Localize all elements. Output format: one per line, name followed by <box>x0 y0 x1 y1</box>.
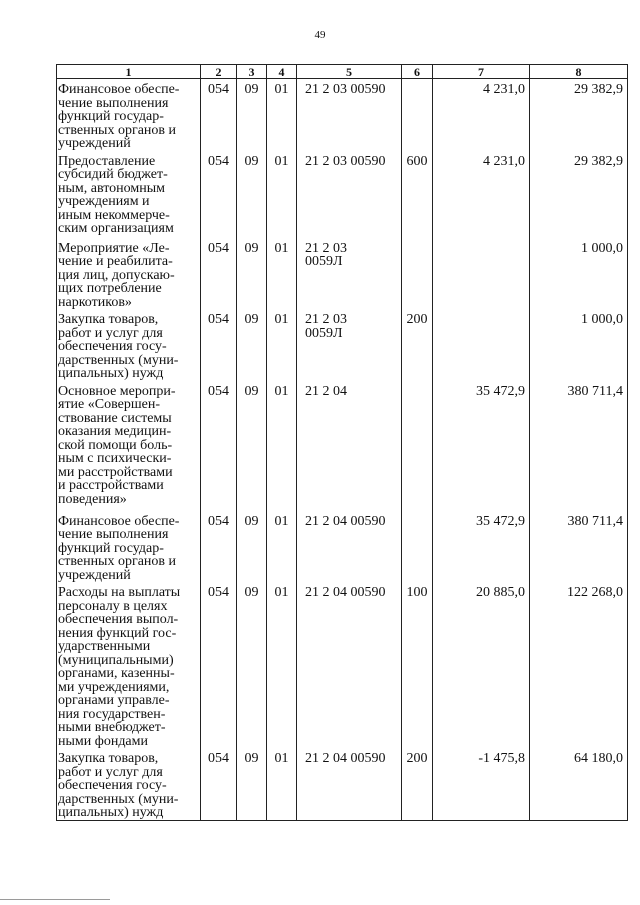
cell-name: Закупка товаров, работ и услуг для обеспечения госу- дарственных (муни- ципальных) нужд <box>57 309 201 381</box>
cell-ministry: 054 <box>201 582 237 748</box>
cell-subsection: 01 <box>267 381 297 511</box>
cell-subsection: 01 <box>267 151 297 238</box>
column-header: 3 <box>237 65 267 79</box>
cell-amount-total: 29 382,9 <box>530 79 628 151</box>
cell-name: Закупка товаров, работ и услуг для обеспечения госу- дарственных (муни- ципальных) нужд <box>57 748 201 820</box>
cell-section: 09 <box>237 309 267 381</box>
cell-target-article: 21 2 04 00590 <box>297 748 402 820</box>
cell-target-article: 21 2 04 00590 <box>297 511 402 583</box>
cell-amount-total: 29 382,9 <box>530 151 628 238</box>
cell-subsection: 01 <box>267 511 297 583</box>
cell-section: 09 <box>237 79 267 151</box>
cell-target-article: 21 2 03 0059Л <box>297 309 402 381</box>
column-header: 4 <box>267 65 297 79</box>
column-header: 8 <box>530 65 628 79</box>
cell-target-article: 21 2 04 <box>297 381 402 511</box>
column-header: 5 <box>297 65 402 79</box>
cell-amount-change <box>433 309 530 381</box>
cell-amount-total: 1 000,0 <box>530 309 628 381</box>
cell-name: Финансовое обеспе- чение выполнения функций государ- ственных органов и учреждений <box>57 511 201 583</box>
cell-amount-change: 35 472,9 <box>433 511 530 583</box>
cell-name: Основное меропри- ятие «Совершен- ствование системы оказания медицин- ской помощи боль- ным с психически- ми расстройствами и расстройствами поведения» <box>57 381 201 511</box>
cell-section: 09 <box>237 748 267 820</box>
table-row <box>57 381 628 511</box>
cell-name: Предоставление субсидий бюджет- ным, автономным учреждениям и иным некоммерче- ским организациям <box>57 151 201 238</box>
cell-section: 09 <box>237 582 267 748</box>
cell-amount-total: 380 711,4 <box>530 511 628 583</box>
page-number: 49 <box>314 29 326 41</box>
cell-subsection: 01 <box>267 582 297 748</box>
table-row <box>57 309 628 381</box>
cell-amount-total: 122 268,0 <box>530 582 628 748</box>
column-header: 1 <box>57 65 201 79</box>
cell-subsection: 01 <box>267 238 297 310</box>
cell-amount-change: 4 231,0 <box>433 79 530 151</box>
cell-amount-total: 1 000,0 <box>530 238 628 310</box>
cell-expense-type: 200 <box>402 309 433 381</box>
cell-section: 09 <box>237 238 267 310</box>
table-row <box>57 511 628 583</box>
header-row <box>57 65 628 79</box>
cell-expense-type <box>402 511 433 583</box>
cell-ministry: 054 <box>201 151 237 238</box>
footnote-rule <box>0 899 110 900</box>
cell-amount-change <box>433 238 530 310</box>
column-header: 7 <box>433 65 530 79</box>
table-row <box>57 79 628 151</box>
cell-amount-change: 35 472,9 <box>433 381 530 511</box>
cell-amount-total: 380 711,4 <box>530 381 628 511</box>
cell-name: Финансовое обеспе- чение выполнения функций государ- ственных органов и учреждений <box>57 79 201 151</box>
cell-amount-change: 20 885,0 <box>433 582 530 748</box>
cell-name: Мероприятие «Ле- чение и реабилита- ция лиц, допускаю- щих потребление наркотиков» <box>57 238 201 310</box>
cell-expense-type: 200 <box>402 748 433 820</box>
cell-expense-type <box>402 238 433 310</box>
cell-target-article: 21 2 04 00590 <box>297 582 402 748</box>
cell-ministry: 054 <box>201 238 237 310</box>
cell-ministry: 054 <box>201 381 237 511</box>
cell-subsection: 01 <box>267 79 297 151</box>
cell-expense-type <box>402 381 433 511</box>
budget-table <box>56 64 628 821</box>
table-row <box>57 748 628 820</box>
column-header: 2 <box>201 65 237 79</box>
table-row <box>57 238 628 310</box>
cell-amount-total: 64 180,0 <box>530 748 628 820</box>
cell-amount-change: -1 475,8 <box>433 748 530 820</box>
cell-expense-type: 600 <box>402 151 433 238</box>
cell-target-article: 21 2 03 0059Л <box>297 238 402 310</box>
cell-section: 09 <box>237 511 267 583</box>
cell-target-article: 21 2 03 00590 <box>297 151 402 238</box>
cell-expense-type <box>402 79 433 151</box>
cell-section: 09 <box>237 381 267 511</box>
cell-subsection: 01 <box>267 748 297 820</box>
column-header: 6 <box>402 65 433 79</box>
cell-section: 09 <box>237 151 267 238</box>
cell-target-article: 21 2 03 00590 <box>297 79 402 151</box>
cell-amount-change: 4 231,0 <box>433 151 530 238</box>
cell-expense-type: 100 <box>402 582 433 748</box>
cell-ministry: 054 <box>201 79 237 151</box>
cell-ministry: 054 <box>201 511 237 583</box>
cell-subsection: 01 <box>267 309 297 381</box>
cell-name: Расходы на выплаты персоналу в целях обеспечения выпол- нения функций гос- ударственными (муниципальными) органами, казенны- ми учреждениями, органами управле- ния государствен- ными внебюджет- ными фондами <box>57 582 201 748</box>
cell-ministry: 054 <box>201 748 237 820</box>
table-row <box>57 582 628 748</box>
cell-ministry: 054 <box>201 309 237 381</box>
table-row <box>57 151 628 238</box>
